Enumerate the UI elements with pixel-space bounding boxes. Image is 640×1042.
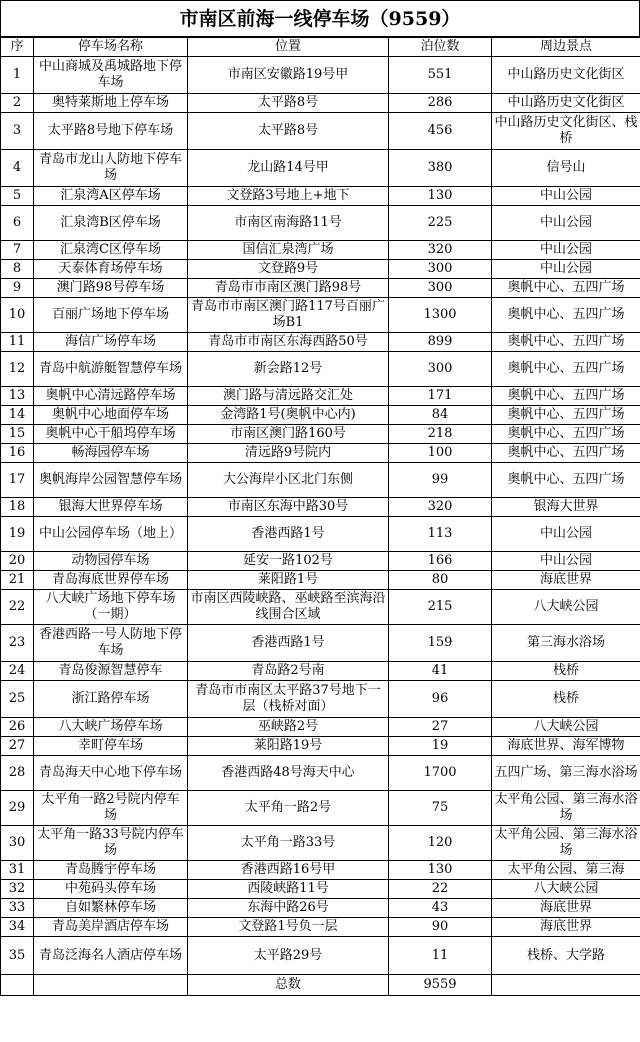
row-nearby: 第三海水浴场 [492,625,640,662]
row-nearby: 信号山 [492,150,640,187]
row-name: 太平角一路2号院内停车场 [34,791,188,826]
row-no: 6 [1,206,34,241]
row-nearby: 中山公园 [492,517,640,552]
table-row [1,737,640,756]
row-no: 27 [1,737,34,756]
table-row [1,571,640,590]
row-spaces: 11 [389,937,492,975]
row-name: 汇泉湾C区停车场 [34,241,188,260]
row-location: 青岛市市南区东海西路50号 [188,333,389,352]
row-location: 香港西路1号 [188,625,389,662]
row-no: 30 [1,826,34,861]
table-row [1,681,640,718]
header-spaces: 泊位数 [389,38,492,57]
table-row [1,662,640,681]
table-row [1,333,640,352]
table-row [1,352,640,387]
row-location: 澳门路与清远路交汇处 [188,387,389,406]
row-name: 银海大世界停车场 [34,498,188,517]
row-spaces: 300 [389,279,492,298]
row-no: 2 [1,94,34,113]
row-spaces: 130 [389,187,492,206]
row-name: 青岛腾宇停车场 [34,861,188,880]
table-row [1,826,640,861]
row-location: 太平路29号 [188,937,389,975]
row-no: 17 [1,463,34,498]
row-nearby: 奥帆中心、五四广场 [492,406,640,425]
row-no: 32 [1,880,34,899]
total-nearby-cell [492,975,640,996]
row-nearby: 八大峡公园 [492,880,640,899]
row-spaces: 41 [389,662,492,681]
row-no: 34 [1,918,34,937]
row-spaces: 166 [389,552,492,571]
table-row [1,517,640,552]
table-row [1,241,640,260]
row-name: 动物园停车场 [34,552,188,571]
row-no: 11 [1,333,34,352]
row-nearby: 栈桥、大学路 [492,937,640,975]
row-spaces: 75 [389,791,492,826]
row-spaces: 899 [389,333,492,352]
row-location: 新会路12号 [188,352,389,387]
row-no: 14 [1,406,34,425]
table-row [1,590,640,625]
row-nearby: 银海大世界 [492,498,640,517]
row-name: 自如繁林停车场 [34,899,188,918]
row-spaces: 286 [389,94,492,113]
parking-table [0,37,640,996]
row-spaces: 300 [389,352,492,387]
row-location: 太平角一路2号 [188,791,389,826]
row-location: 巫峡路2号 [188,718,389,737]
table-row [1,625,640,662]
table-row [1,463,640,498]
row-nearby: 奥帆中心、五四广场 [492,387,640,406]
row-name: 八大峡广场停车场 [34,718,188,737]
row-name: 中山商城及禹城路地下停车场 [34,57,188,94]
table-row [1,861,640,880]
row-location: 金湾路1号(奥帆中心内) [188,406,389,425]
row-name: 汇泉湾A区停车场 [34,187,188,206]
sheet-title: 市南区前海一线停车场（9559） [0,0,640,37]
row-name: 奥帆中心地面停车场 [34,406,188,425]
row-spaces: 19 [389,737,492,756]
row-nearby: 中山路历史文化街区、栈桥 [492,113,640,150]
row-nearby: 海底世界 [492,918,640,937]
row-no: 24 [1,662,34,681]
row-nearby: 奥帆中心、五四广场 [492,333,640,352]
table-row [1,899,640,918]
row-nearby: 中山路历史文化街区 [492,94,640,113]
row-spaces: 300 [389,260,492,279]
row-no: 15 [1,425,34,444]
row-name: 香港西路一号人防地下停车场 [34,625,188,662]
row-no: 16 [1,444,34,463]
table-row [1,150,640,187]
row-spaces: 84 [389,406,492,425]
row-spaces: 27 [389,718,492,737]
row-name: 浙江路停车场 [34,681,188,718]
row-nearby: 中山公园 [492,187,640,206]
row-name: 八大峡广场地下停车场（一期） [34,590,188,625]
row-spaces: 456 [389,113,492,150]
row-spaces: 171 [389,387,492,406]
row-location: 青岛市市南区澳门路98号 [188,279,389,298]
row-location: 文登路1号负一层 [188,918,389,937]
row-name: 奥特莱斯地上停车场 [34,94,188,113]
table-body [1,57,640,975]
header-location: 位置 [188,38,389,57]
row-name: 奥帆海岸公园智慧停车场 [34,463,188,498]
row-nearby: 五四广场、第三海水浴场 [492,756,640,791]
row-name: 海信广场停车场 [34,333,188,352]
row-spaces: 218 [389,425,492,444]
row-spaces: 1300 [389,298,492,333]
table-row [1,298,640,333]
row-spaces: 1700 [389,756,492,791]
row-location: 太平路8号 [188,94,389,113]
row-no: 1 [1,57,34,94]
total-name-cell [34,975,188,996]
row-spaces: 120 [389,826,492,861]
row-name: 中苑码头停车场 [34,880,188,899]
row-spaces: 80 [389,571,492,590]
row-nearby: 太平角公园、第三海水浴场 [492,791,640,826]
row-location: 市南区西陵峡路、巫峡路至滨海沿线围合区域 [188,590,389,625]
row-nearby: 八大峡公园 [492,590,640,625]
row-nearby: 中山公园 [492,260,640,279]
row-no: 21 [1,571,34,590]
row-no: 29 [1,791,34,826]
row-location: 市南区东海中路30号 [188,498,389,517]
row-location: 太平角一路33号 [188,826,389,861]
row-no: 33 [1,899,34,918]
row-nearby: 中山路历史文化街区 [492,57,640,94]
row-location: 文登路9号 [188,260,389,279]
row-nearby: 奥帆中心、五四广场 [492,352,640,387]
table-row [1,756,640,791]
row-no: 13 [1,387,34,406]
table-row [1,279,640,298]
total-label: 总数 [188,975,389,996]
row-location: 香港西路1号 [188,517,389,552]
table-row [1,425,640,444]
row-spaces: 130 [389,861,492,880]
table-row [1,918,640,937]
row-location: 太平路8号 [188,113,389,150]
row-nearby: 八大峡公园 [492,718,640,737]
row-name: 澳门路98号停车场 [34,279,188,298]
row-nearby: 奥帆中心、五四广场 [492,279,640,298]
row-no: 18 [1,498,34,517]
row-no: 22 [1,590,34,625]
row-no: 28 [1,756,34,791]
table-header-row [1,38,640,57]
row-nearby: 奥帆中心、五四广场 [492,444,640,463]
row-no: 23 [1,625,34,662]
row-spaces: 99 [389,463,492,498]
row-nearby: 中山公园 [492,206,640,241]
row-name: 太平角一路33号院内停车场 [34,826,188,861]
row-spaces: 320 [389,241,492,260]
row-no: 10 [1,298,34,333]
table-row [1,791,640,826]
row-nearby: 栈桥 [492,681,640,718]
row-spaces: 215 [389,590,492,625]
row-location: 文登路3号地上+地下 [188,187,389,206]
table-row [1,406,640,425]
row-spaces: 43 [389,899,492,918]
row-no: 3 [1,113,34,150]
table-row [1,498,640,517]
row-no: 5 [1,187,34,206]
row-spaces: 380 [389,150,492,187]
table-row [1,260,640,279]
row-nearby: 奥帆中心、五四广场 [492,463,640,498]
row-spaces: 96 [389,681,492,718]
row-location: 青岛市市南区澳门路117号百丽广场B1 [188,298,389,333]
table-row [1,880,640,899]
total-value: 9559 [389,975,492,996]
row-spaces: 159 [389,625,492,662]
row-location: 莱阳路19号 [188,737,389,756]
table-row [1,718,640,737]
row-name: 青岛美岸酒店停车场 [34,918,188,937]
row-location: 市南区南海路11号 [188,206,389,241]
total-row [1,975,640,996]
row-name: 天泰体育场停车场 [34,260,188,279]
table-row [1,387,640,406]
row-no: 4 [1,150,34,187]
row-name: 青岛俊源智慧停车 [34,662,188,681]
row-name: 畅海园停车场 [34,444,188,463]
row-name: 太平路8号地下停车场 [34,113,188,150]
row-location: 香港西路48号海天中心 [188,756,389,791]
row-name: 青岛市龙山人防地下停车场 [34,150,188,187]
row-location: 清远路9号院内 [188,444,389,463]
row-location: 大公海岸小区北门东侧 [188,463,389,498]
row-location: 西陵峡路11号 [188,880,389,899]
row-nearby: 奥帆中心、五四广场 [492,425,640,444]
header-no: 序 [1,38,34,57]
row-name: 汇泉湾B区停车场 [34,206,188,241]
row-location: 青岛市市南区太平路37号地下一层（栈桥对面） [188,681,389,718]
row-name: 百丽广场地下停车场 [34,298,188,333]
row-spaces: 100 [389,444,492,463]
row-nearby: 中山公园 [492,241,640,260]
row-spaces: 551 [389,57,492,94]
row-nearby: 中山公园 [492,552,640,571]
row-nearby: 栈桥 [492,662,640,681]
table-row [1,552,640,571]
row-no: 31 [1,861,34,880]
header-nearby: 周边景点 [492,38,640,57]
row-nearby: 海底世界 [492,899,640,918]
row-spaces: 22 [389,880,492,899]
row-location: 龙山路14号甲 [188,150,389,187]
row-no: 25 [1,681,34,718]
total-no-cell [1,975,34,996]
row-name: 青岛泛海名人酒店停车场 [34,937,188,975]
row-name: 青岛中航游艇智慧停车场 [34,352,188,387]
row-location: 莱阳路1号 [188,571,389,590]
table-row [1,113,640,150]
row-location: 香港西路16号甲 [188,861,389,880]
row-no: 9 [1,279,34,298]
row-nearby: 海底世界 [492,571,640,590]
table-row [1,187,640,206]
row-spaces: 225 [389,206,492,241]
row-spaces: 320 [389,498,492,517]
row-name: 幸町停车场 [34,737,188,756]
row-no: 19 [1,517,34,552]
row-nearby: 太平角公园、第三海 [492,861,640,880]
row-no: 26 [1,718,34,737]
row-spaces: 90 [389,918,492,937]
row-nearby: 奥帆中心、五四广场 [492,298,640,333]
row-no: 35 [1,937,34,975]
table-row [1,206,640,241]
table-row [1,57,640,94]
row-no: 8 [1,260,34,279]
row-name: 青岛海天中心地下停车场 [34,756,188,791]
row-name: 奥帆中心干船坞停车场 [34,425,188,444]
table-row [1,444,640,463]
row-name: 青岛海底世界停车场 [34,571,188,590]
row-location: 东海中路26号 [188,899,389,918]
row-nearby: 太平角公园、第三海水浴场 [492,826,640,861]
row-no: 7 [1,241,34,260]
table-row [1,94,640,113]
row-spaces: 113 [389,517,492,552]
row-name: 奥帆中心清远路停车场 [34,387,188,406]
row-no: 12 [1,352,34,387]
row-location: 市南区安徽路19号甲 [188,57,389,94]
row-location: 市南区澳门路160号 [188,425,389,444]
row-location: 延安一路102号 [188,552,389,571]
table-row [1,937,640,975]
row-no: 20 [1,552,34,571]
row-location: 青岛路2号南 [188,662,389,681]
header-name: 停车场名称 [34,38,188,57]
row-location: 国信汇泉湾广场 [188,241,389,260]
row-name: 中山公园停车场（地上） [34,517,188,552]
row-nearby: 海底世界、海军博物 [492,737,640,756]
